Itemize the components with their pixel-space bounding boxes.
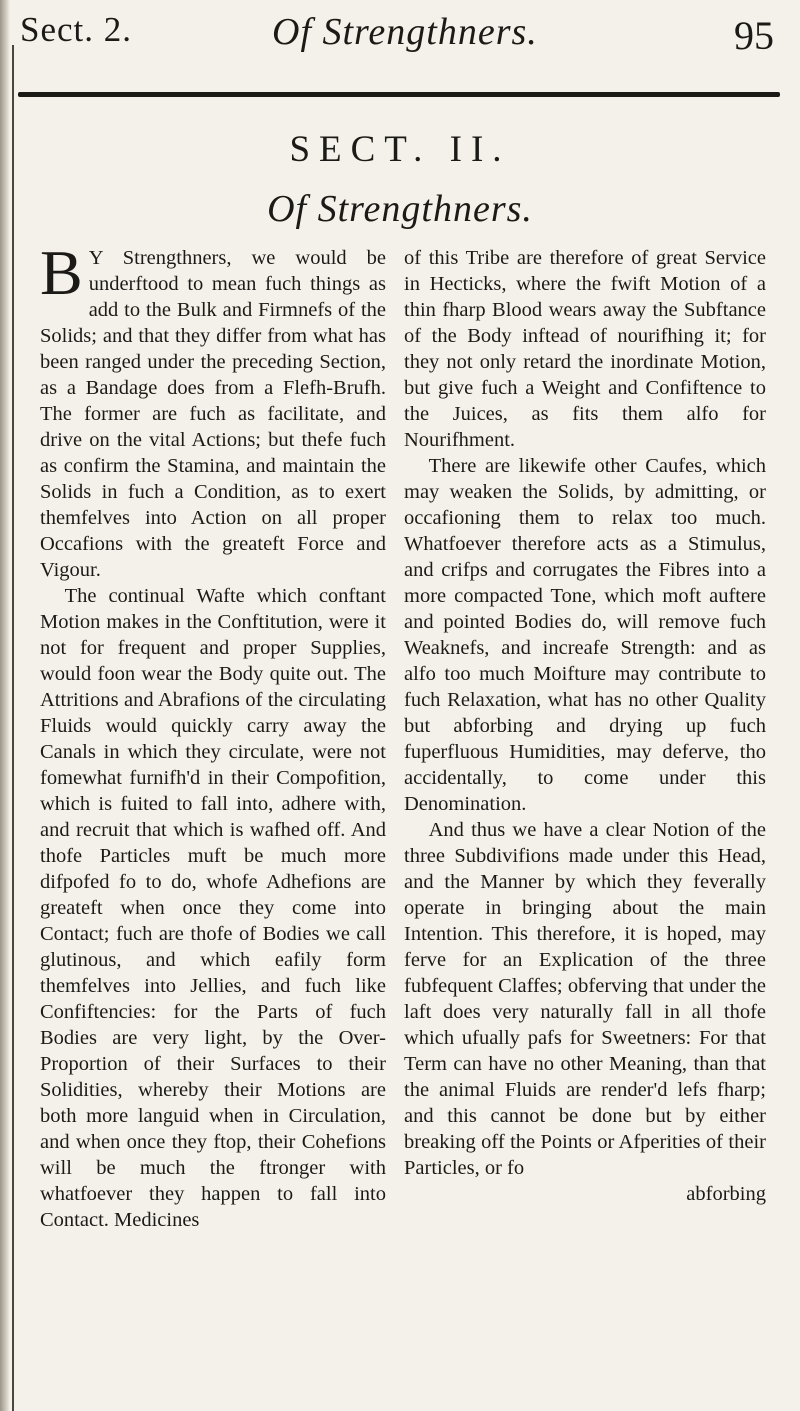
drop-cap: B (40, 237, 83, 308)
header-rule (18, 92, 780, 97)
running-head-title: Of Strengthners. (272, 11, 538, 53)
right-column (404, 245, 766, 1207)
paragraph: And thus we have a clear Notion of the three Subdivifions made under this Head, and the Manner by which they feverally operate in bringing about the main Intention. This therefore, it is hoped, may ferve for an Explication of the three fubfequent Claffes; obferving that under the laft does very naturally fall in all thofe which ufually pafs for Sweetners: For that Term can have no other Meaning, than that the animal Fluids are render'd lefs fharp; and this cannot be done but by either breaking off the Points or Afperities of their Particles, or fo (404, 819, 766, 1179)
paragraph (40, 237, 386, 583)
paragraph: There are likewife other Caufes, which may weaken the Solids, by admitting, or occafioning them to relax too much. Whatfoever therefore acts as a Stimulus, and crifps and corrugates the Fibres into a more compacted Tone, which moft auftere and pointed Bodies do, will remove fuch Weaknefs, and increafe Strength: and as alfo too much Moifture may contribute to fuch Relaxation, what has no other Quality but abforbing and drying up fuch fuperfluous Humidities, may deferve, tho accidentally, to come under this Denomination. (404, 455, 766, 815)
section-subtitle: Of Strengthners. (267, 188, 533, 230)
catchword: abforbing (686, 1183, 766, 1205)
page-number: 95 (734, 13, 774, 58)
left-column (40, 237, 386, 1233)
paragraph-text: Y Strengthners, we would be underftood to mean fuch things as add to the Bulk and Firmnefs of the Solids; and that they differ from what has been ranged under the preceding Section, as a Bandage does from a Flefh-Brufh. The former are fuch as facilitate, and drive on the vital Actions; but thefe fuch as confirm the Stamina, and maintain the Solids in fuch a Condition, as to exert themfelves into Action on all proper Occafions with the greateft Force and Vigour. (40, 247, 386, 581)
gutter-rule (12, 45, 14, 1411)
paragraph: of this Tribe are therefore of great Service in Hecticks, where the fwift Motion of a thin fharp Blood wears away the Subftance of the Body inftead of nourifhing it; for they not only retard the inordinate Motion, but give fuch a Weight and Confiftence to the Juices, as fits them alfo for Nourifhment. (404, 247, 766, 451)
paragraph: The continual Wafte which conftant Motion makes in the Conftitution, were it not for frequent and proper Supplies, would foon wear the Body quite out. The Attritions and Abrafions of the circulating Fluids would quickly carry away the Canals in which they circulate, were not fomewhat furnifh'd in their Compofition, which is fuited to fall into, adhere with, and recruit that which is wafhed off. And thofe Particles muft be much more difpofed fo to do, whofe Adhefions are greateft when once they come into Contact; fuch are thofe of Bodies we call glutinous, and which eafily form themfelves into Jellies, and fuch like Confiftencies: for the Parts of fuch Bodies are very light, by the Over-Proportion of their Surfaces to their Solidities, whereby their Motions are both more languid when in Circulation, and when once they ftop, their Cohefions will be much the ftronger with whatfoever they happen to fall into Contact. Medicines (40, 585, 386, 1231)
section-heading: SECT. II. (289, 129, 511, 170)
running-head (16, 8, 774, 68)
running-head-section: Sect. 2. (20, 10, 133, 49)
